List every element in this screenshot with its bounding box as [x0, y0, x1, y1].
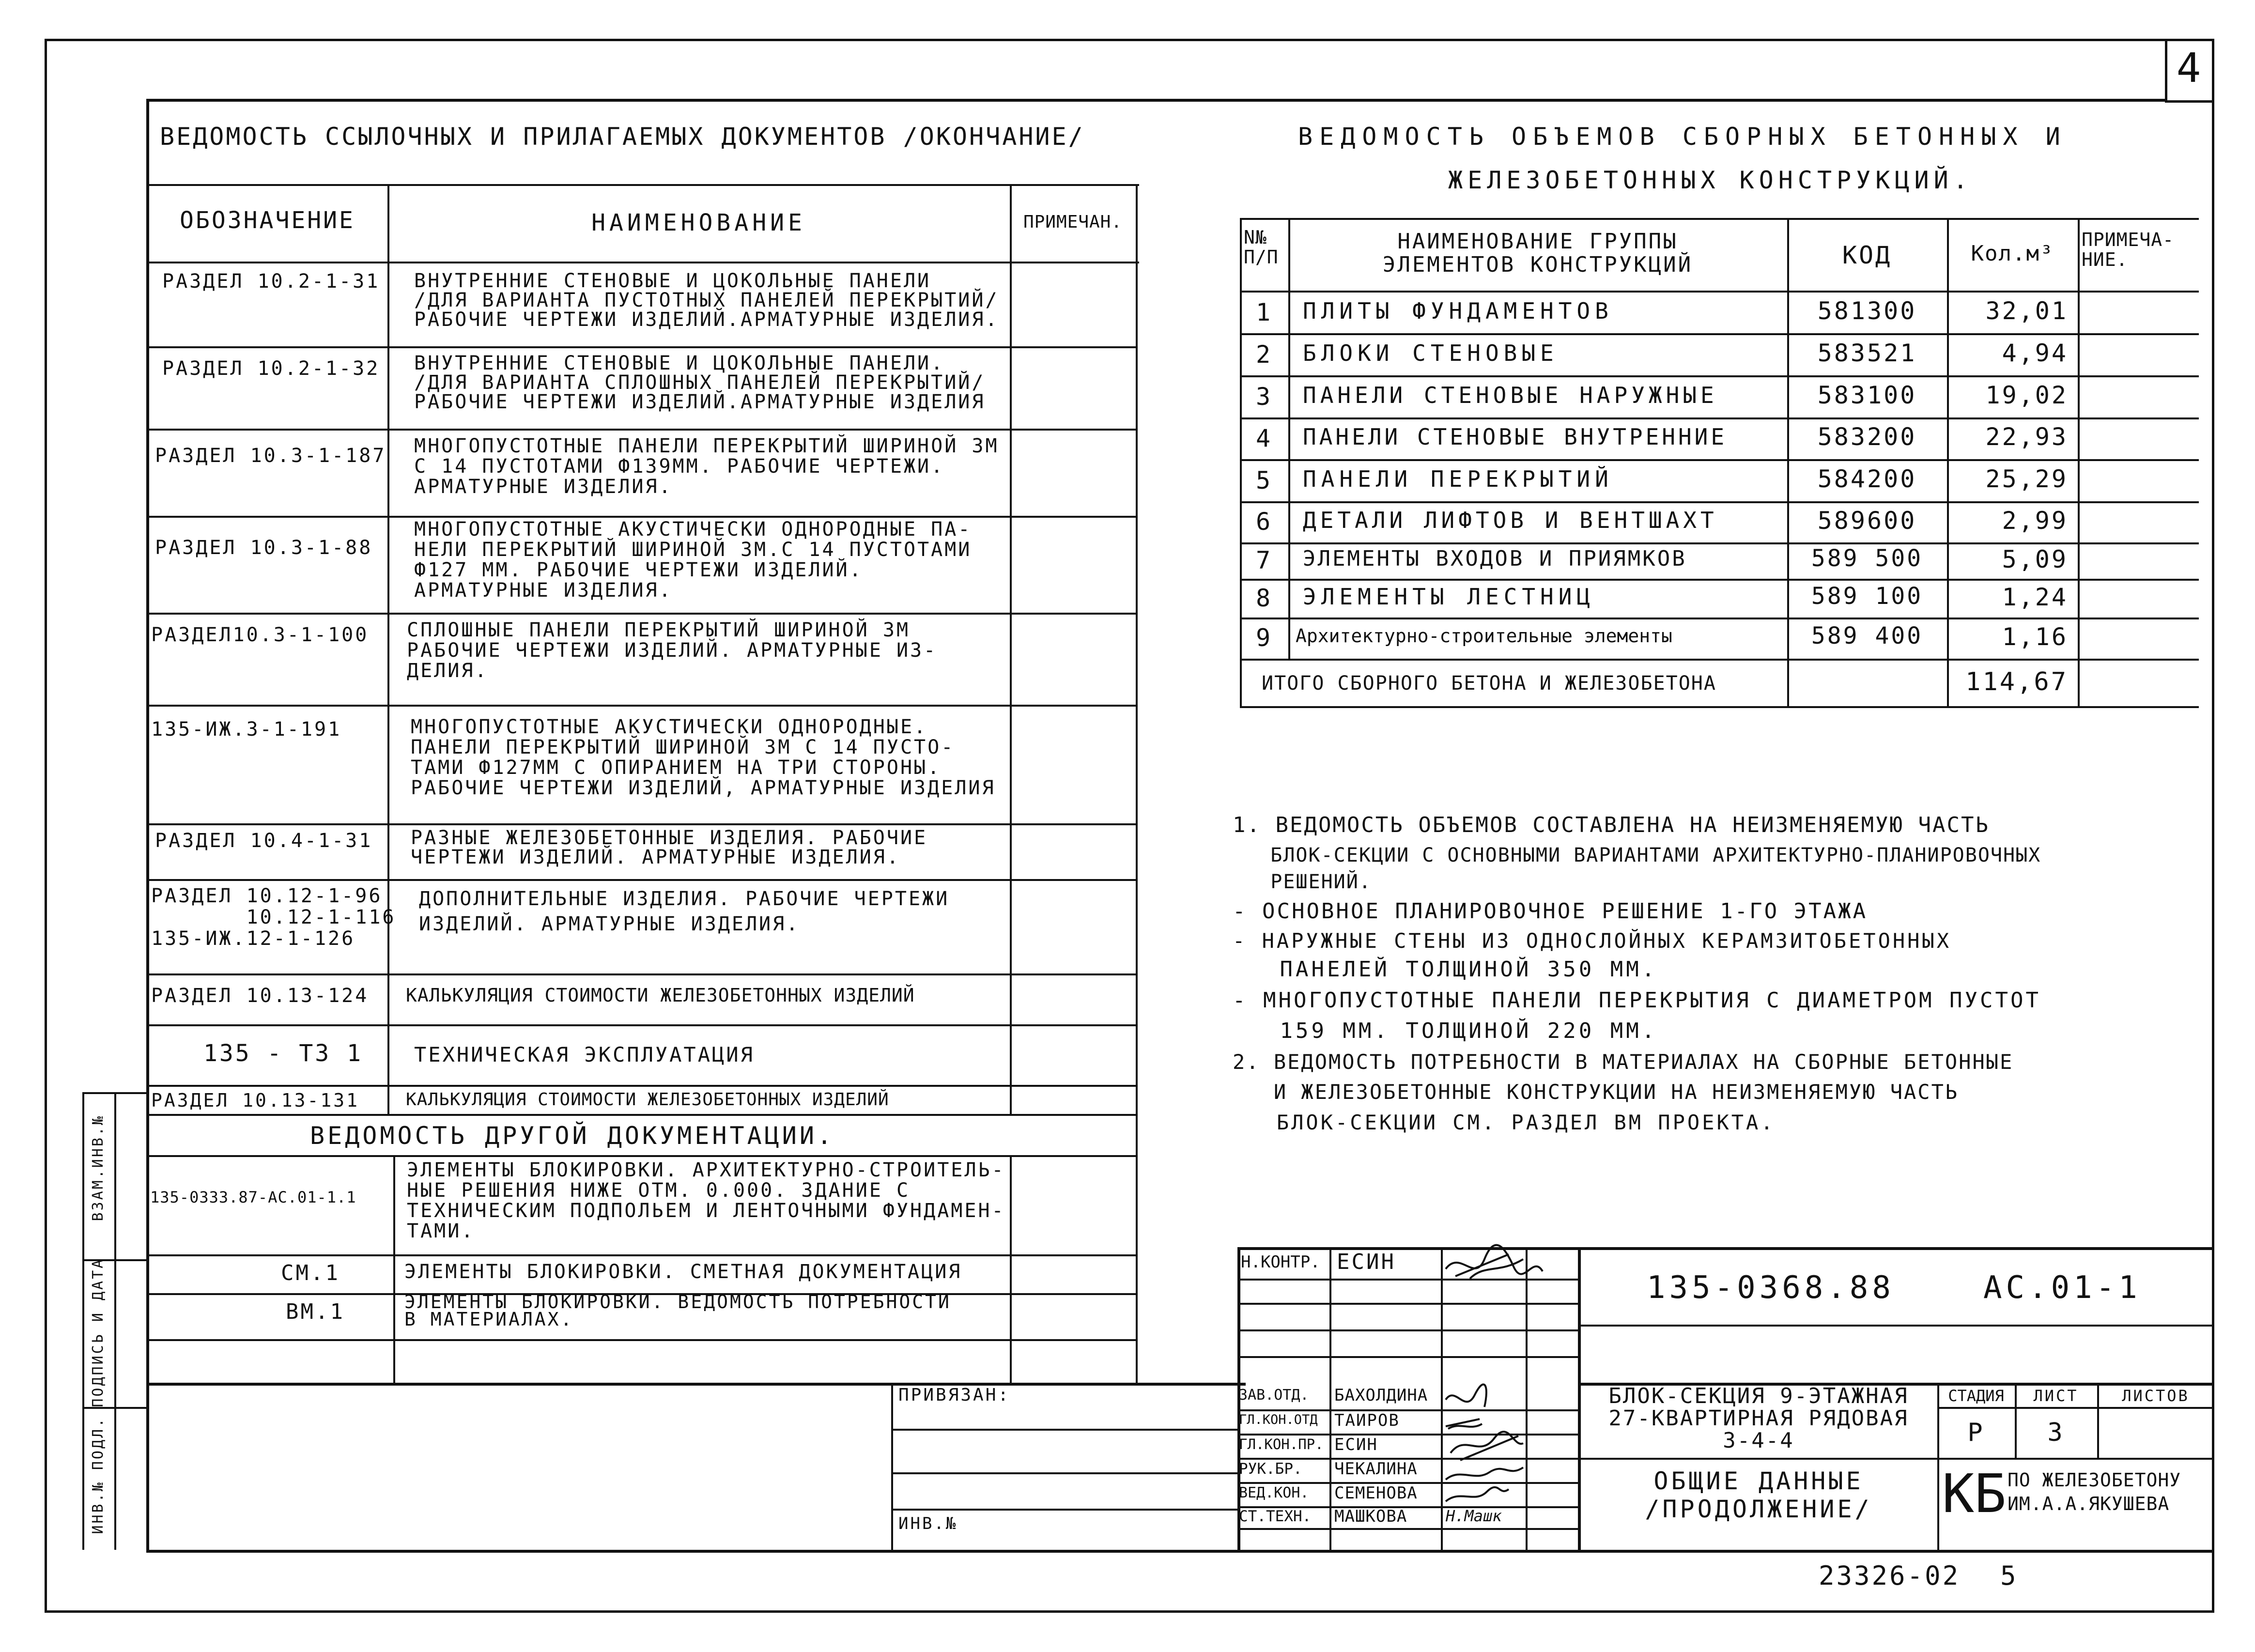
doc-code: 135-0368.88 [1647, 1270, 1895, 1306]
vol-note-header: ПРИМЕЧА- НИЕ. [2082, 229, 2175, 271]
references-title: ВЕДОМОСТЬ ССЫЛОЧНЫХ И ПРИЛАГАЕМЫХ ДОКУМЕНТОВ /ОКОНЧАНИЕ/ [160, 123, 1085, 151]
col-name-header: НАИМЕНОВАНИЕ [591, 209, 806, 236]
other-docs-title: ВЕДОМОСТЬ ДРУГОЙ ДОКУМЕНТАЦИИ. [310, 1122, 835, 1150]
sheet-value: 3 [2047, 1418, 2065, 1447]
side-stamp-inventory: ИНВ.№ ПОДЛ. [89, 1416, 107, 1534]
org-name: ПО ЖЕЛЕЗОБЕТОНУ ИМ.А.А.ЯКУШЕВА [2008, 1469, 2181, 1515]
col-designation-header: ОБОЗНАЧЕНИЕ [180, 207, 355, 234]
role-n-kontr: Н.КОНТР. [1241, 1252, 1320, 1272]
stage-label: СТАДИЯ [1948, 1387, 2004, 1405]
sheets-label: ЛИСТОВ [2122, 1387, 2190, 1405]
inner-bottom-line [146, 1550, 2214, 1553]
handwritten-name: Н.Машк [1446, 1507, 1502, 1525]
inner-top-line [146, 99, 2165, 102]
volumes-title-line2: ЖЕЛЕЗОБЕТОННЫХ КОНСТРУКЦИЙ. [1448, 166, 1973, 194]
vol-qty-header: Кол.м³ [1971, 241, 2054, 266]
stage-value: Р [1967, 1418, 1985, 1447]
sheet-label: ЛИСТ [2033, 1387, 2079, 1405]
side-stamp-replacement: ВЗАМ.ИНВ.№ [89, 1114, 107, 1221]
side-stamp-signature: ПОДПИСЬ И ДАТА [89, 1257, 107, 1407]
volumes-title-line1: ВЕДОМОСТЬ ОБЪЕМОВ СБОРНЫХ БЕТОННЫХ И [1298, 123, 2067, 151]
archive-sheet: 5 [2000, 1560, 2018, 1591]
sheet-code: АС.01-1 [1983, 1270, 2141, 1306]
vol-num-header: N№ П/П [1244, 227, 1279, 268]
volumes-total-value: 114,67 [1965, 667, 2068, 696]
volumes-total-label: ИТОГО СБОРНОГО БЕТОНА И ЖЕЛЕЗОБЕТОНА [1262, 672, 1716, 695]
archive-number: 23326-02 [1819, 1560, 1961, 1591]
privyazan-label: ПРИВЯЗАН: [898, 1385, 1011, 1405]
sheet-number: 4 [2176, 44, 2203, 92]
org-letters: КБ [1942, 1463, 2007, 1525]
name-n-kontr: ЕСИН [1337, 1250, 1396, 1274]
object-name: БЛОК-СЕКЦИЯ 9-ЭТАЖНАЯ 27-КВАРТИРНАЯ РЯДОВАЯ 3-4-4 [1608, 1384, 1909, 1453]
vol-code-header: КОД [1842, 241, 1892, 269]
col-note-header: ПРИМЕЧАН. [1023, 212, 1123, 232]
sheet-title: ОБЩИЕ ДАННЫЕ /ПРОДОЛЖЕНИЕ/ [1645, 1467, 1872, 1523]
signature-marks [1441, 1240, 1552, 1511]
inv-no-label: ИНВ.№ [898, 1514, 958, 1533]
vol-name-header: НАИМЕНОВАНИЕ ГРУППЫ ЭЛЕМЕНТОВ КОНСТРУКЦИЙ [1382, 229, 1693, 277]
inner-left-line [146, 99, 149, 1552]
